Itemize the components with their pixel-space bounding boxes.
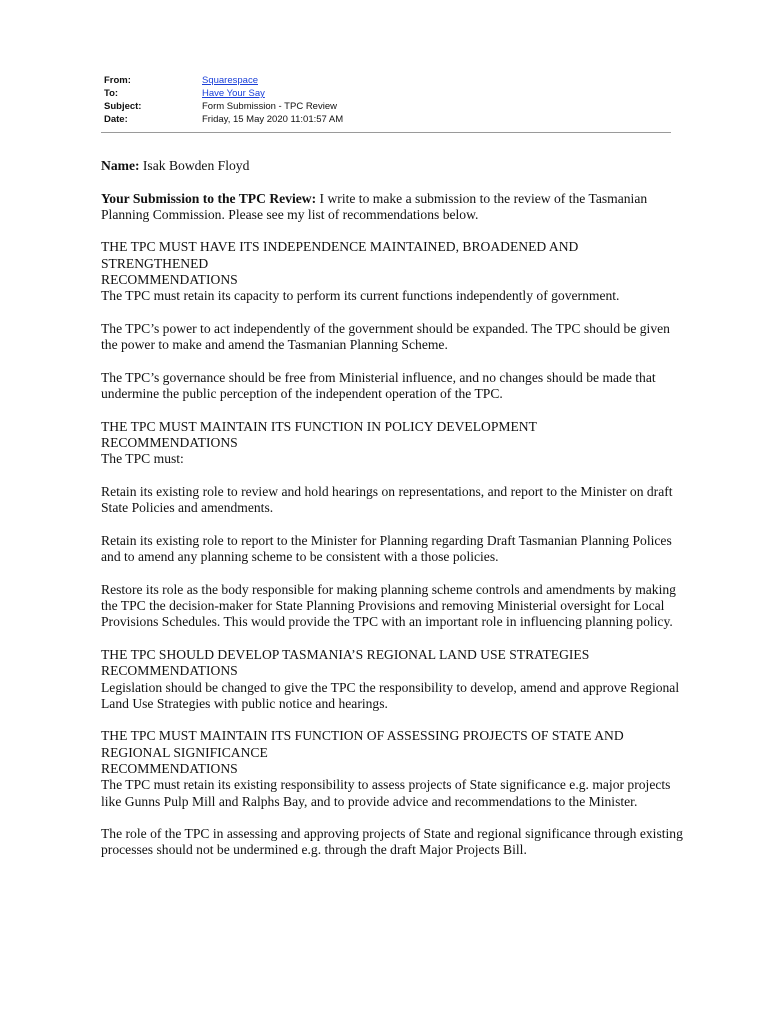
header-divider	[101, 132, 671, 133]
section-heading: THE TPC MUST HAVE ITS INDEPENDENCE MAINTAINED, BROADENED AND STRENGTHENED	[101, 239, 579, 271]
subject-row	[104, 100, 671, 113]
section-paragraph: Legislation should be changed to give the TPC the responsibility to develop, amend and approve Regional Land Use Strategies with public notice and hearings.	[101, 679, 680, 711]
to-link[interactable]: Have Your Say	[202, 88, 265, 99]
from-row	[104, 74, 671, 87]
section-paragraph: Retain its existing role to review and hold hearings on representations, and report to the Minister on draft State Policies and amendments.	[101, 483, 673, 516]
section-subheading: RECOMMENDATIONS	[101, 663, 238, 679]
email-body	[101, 158, 686, 875]
name-label: Name:	[101, 158, 140, 173]
email-header	[104, 74, 671, 126]
section-paragraph: The TPC’s power to act independently of the government should be expanded. The TPC should be given the power to make and amend the Tasmanian Planning Scheme.	[101, 320, 670, 353]
section-paragraph: Retain its existing role to report to the Minister for Planning regarding Draft Tasmanian Planning Polices and to amend any planning scheme to be consistent with a those policies.	[101, 532, 672, 565]
submission-label: Your Submission to the TPC Review:	[101, 190, 317, 206]
from-link[interactable]: Squarespace	[202, 75, 258, 86]
section-heading: THE TPC SHOULD DEVELOP TASMANIA’S REGIONAL LAND USE STRATEGIES	[101, 646, 590, 662]
section-paragraph: The role of the TPC in assessing and approving projects of State and regional significance through existing processes should not be undermined e.g. through the draft Major Projects Bill.	[101, 826, 683, 858]
section-subheading: RECOMMENDATIONS	[101, 435, 238, 451]
name-paragraph	[101, 158, 686, 174]
date-label: Date:	[104, 114, 128, 125]
subject-label: Subject:	[104, 101, 142, 112]
name-value: Isak Bowden Floyd	[142, 158, 250, 173]
date-value: Friday, 15 May 2020 11:01:57 AM	[202, 114, 344, 125]
section-paragraph: The TPC must retain its capacity to perform its current functions independently of government.	[101, 288, 620, 304]
section-paragraph: The TPC must retain its existing responsibility to assess projects of State significance e.g. major projects like Gunns Pulp Mill and Ralphs Bay, and to provide advice and recommendations to the Minister.	[101, 777, 671, 809]
to-row	[104, 87, 671, 100]
section-heading: THE TPC MUST MAINTAIN ITS FUNCTION IN POLICY DEVELOPMENT	[101, 418, 537, 434]
from-label: From:	[104, 75, 131, 86]
section-4	[101, 728, 686, 809]
date-row	[104, 113, 671, 126]
section-paragraph: The TPC must:	[101, 451, 184, 467]
section-2	[101, 419, 686, 468]
section-heading: THE TPC MUST MAINTAIN ITS FUNCTION OF ASSESSING PROJECTS OF STATE AND REGIONAL SIGNIFICANCE	[101, 728, 624, 760]
section-subheading: RECOMMENDATIONS	[101, 760, 238, 776]
section-3	[101, 647, 686, 712]
section-subheading: RECOMMENDATIONS	[101, 272, 238, 288]
subject-value: Form Submission - TPC Review	[202, 101, 337, 112]
section-1	[101, 239, 686, 304]
submission-paragraph	[101, 191, 686, 224]
submission-intro: I write to make a submission to the review of the Tasmanian Planning Commission. Please see my list of recommendations below.	[101, 190, 648, 222]
section-paragraph: Restore its role as the body responsible for making planning scheme controls and amendments by making the TPC the decision-maker for State Planning Provisions and removing Ministerial oversight for Local Provisions Schedules. This would provide the TPC with an important role in influencing planning policy.	[101, 581, 676, 630]
section-paragraph: The TPC’s governance should be free from Ministerial influence, and no changes should be made that undermine the public perception of the independent operation of the TPC.	[101, 369, 656, 402]
to-label: To:	[104, 88, 119, 99]
